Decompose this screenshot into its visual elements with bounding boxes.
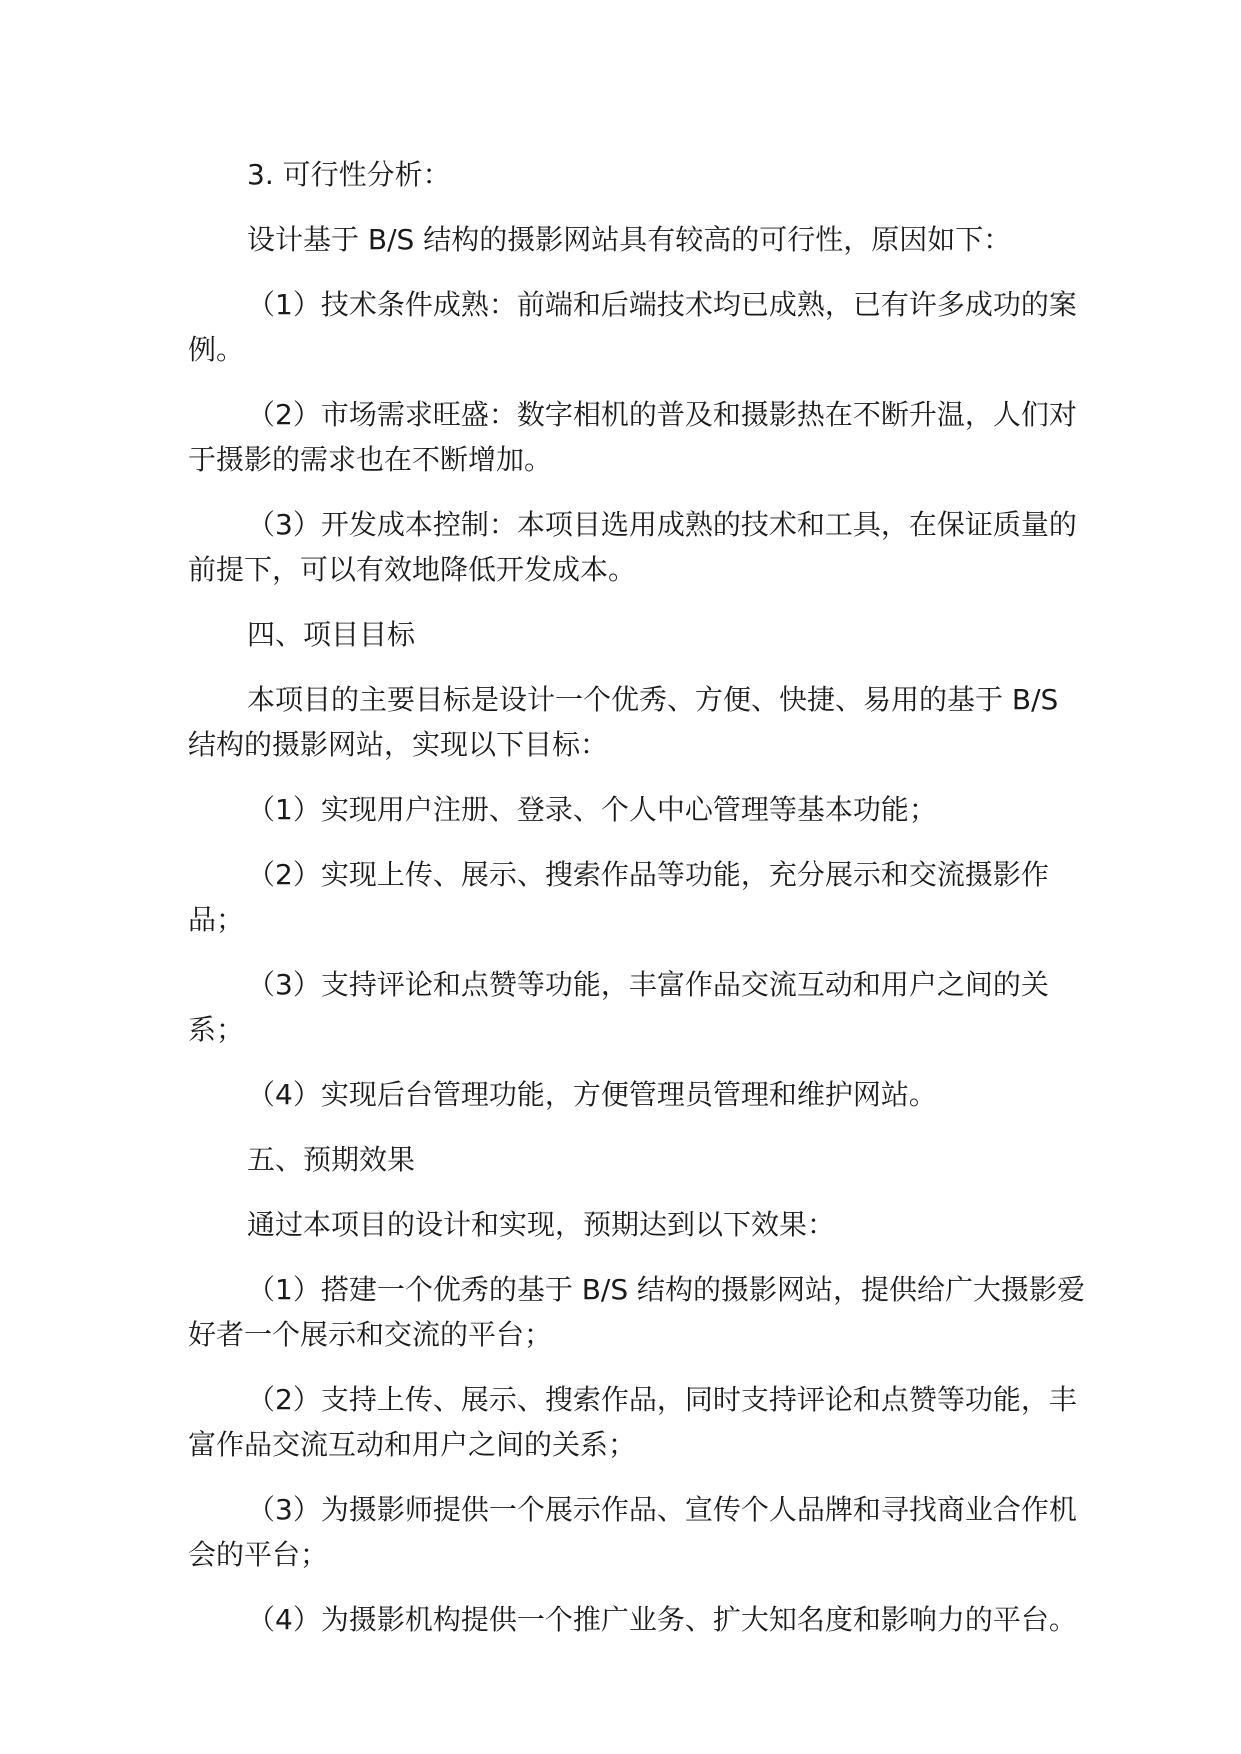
goal-item-4: （4）实现后台管理功能，方便管理员管理和维护网站。 <box>247 1078 937 1111</box>
document-body <box>188 152 1088 1662</box>
feasibility-item-3: （3）开发成本控制：本项目选用成熟的技术和工具，在保证质量的前提下，可以有效地降低开发成本。 <box>188 508 1077 586</box>
section-heading-goals: 四、项目目标 <box>247 618 416 651</box>
goal-item-1: （1）实现用户注册、登录、个人中心管理等基本功能； <box>247 793 937 826</box>
effect-item-4: （4）为摄影机构提供一个推广业务、扩大知名度和影响力的平台。 <box>247 1603 1077 1636</box>
goals-intro: 本项目的主要目标是设计一个优秀、方便、快捷、易用的基于 B/S 结构的摄影网站，实现以下目标： <box>188 683 1059 761</box>
feasibility-intro: 设计基于 B/S 结构的摄影网站具有较高的可行性，原因如下： <box>247 223 1012 256</box>
effect-item-3: （3）为摄影师提供一个展示作品、宣传个人品牌和寻找商业合作机会的平台； <box>188 1493 1077 1571</box>
goal-item-3: （3）支持评论和点赞等功能，丰富作品交流互动和用户之间的关系； <box>188 968 1049 1046</box>
feasibility-item-1: （1）技术条件成熟：前端和后端技术均已成熟，已有许多成功的案例。 <box>188 288 1077 366</box>
feasibility-heading: 3. 可行性分析： <box>247 158 451 191</box>
effect-item-2: （2）支持上传、展示、搜索作品，同时支持评论和点赞等功能，丰富作品交流互动和用户之间的关系； <box>188 1383 1077 1461</box>
effects-intro: 通过本项目的设计和实现，预期达到以下效果： <box>247 1208 836 1241</box>
feasibility-item-2: （2）市场需求旺盛：数字相机的普及和摄影热在不断升温，人们对于摄影的需求也在不断增加。 <box>188 398 1077 476</box>
effect-item-1: （1）搭建一个优秀的基于 B/S 结构的摄影网站，提供给广大摄影爱好者一个展示和交流的平台； <box>188 1273 1086 1351</box>
goal-item-2: （2）实现上传、展示、搜索作品等功能，充分展示和交流摄影作品； <box>188 858 1049 936</box>
section-heading-effects: 五、预期效果 <box>247 1143 416 1176</box>
